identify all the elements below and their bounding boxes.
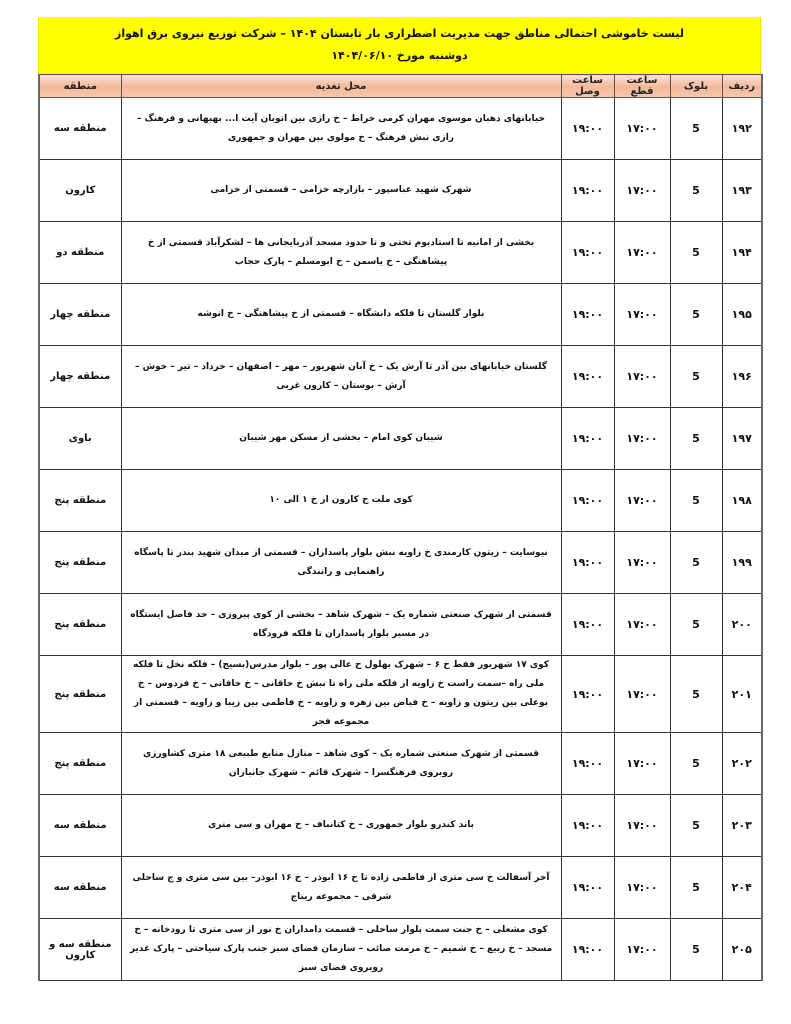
cell-cut-time: ۱۷:۰۰ — [614, 656, 670, 733]
cell-block: 5 — [670, 346, 722, 408]
cell-connect-time: ۱۹:۰۰ — [561, 160, 614, 222]
cell-region: منطقه پنج — [39, 470, 121, 532]
cell-connect-time: ۱۹:۰۰ — [561, 222, 614, 284]
cell-row-no: ۱۹۷ — [722, 408, 762, 470]
cell-cut-time: ۱۷:۰۰ — [614, 470, 670, 532]
cell-cut-time: ۱۷:۰۰ — [614, 284, 670, 346]
cell-connect-time: ۱۹:۰۰ — [561, 795, 614, 857]
cell-connect-time: ۱۹:۰۰ — [561, 594, 614, 656]
page-title: لیست خاموشی احتمالی مناطق جهت مدیریت اضطراری بار تابستان ۱۴۰۴ – شرکت توزیع نیروی برق اهواز — [114, 27, 684, 40]
cell-block: 5 — [670, 795, 722, 857]
cell-connect-time: ۱۹:۰۰ — [561, 733, 614, 795]
cell-region: منطقه پنج — [39, 733, 121, 795]
table-row — [39, 408, 762, 470]
cell-block: 5 — [670, 656, 722, 733]
cell-region: منطقه پنج — [39, 532, 121, 594]
cell-row-no: ۲۰۴ — [722, 857, 762, 919]
cell-feed-location: کوی ۱۷ شهریور فقط خ ۶ – شهرک بهلول خ عالی پور – بلوار مدرس(بسیج) – فلکه نخل تا فلکه ملی راه –سمت راست خ زاویه از فلکه ملی راه تا نبش خ خاقانی – خ خاقانی – خ فردوس – خ بوعلی بین زیتون و زاویه – خ فیاض بین زهره و زاویه – خ فاطمی بین زیبا و زاویه – قسمتی از مجموعه فجر — [121, 656, 561, 733]
cell-connect-time: ۱۹:۰۰ — [561, 532, 614, 594]
cell-block: 5 — [670, 222, 722, 284]
table-row — [39, 857, 762, 919]
cell-block: 5 — [670, 98, 722, 160]
table-row — [39, 795, 762, 857]
page-date: دوشنبه مورخ ۱۴۰۴/۰۶/۱۰ — [331, 49, 468, 62]
cell-cut-time: ۱۷:۰۰ — [614, 594, 670, 656]
cell-block: 5 — [670, 470, 722, 532]
cell-row-no: ۲۰۱ — [722, 656, 762, 733]
cell-cut-time: ۱۷:۰۰ — [614, 795, 670, 857]
cell-feed-location: کوی مشعلی – خ جنت سمت بلوار ساحلی – قسمت دامداران خ نور از سی متری تا رودخانه – خ مسجد – خ ربیع – خ شمیم – خ مرمت صائب – سازمان فضای سبز جنب پارک سیاحتی – پارک غدیر روبروی فضای سبز — [121, 919, 561, 981]
cell-cut-time: ۱۷:۰۰ — [614, 733, 670, 795]
cell-cut-time: ۱۷:۰۰ — [614, 222, 670, 284]
cell-feed-location: خیابانهای دهبان موسوی مهران کرمی خراط – خ رازی بین اتوبان آیت ا... بهبهانی و فرهنگ – رازی نبش فرهنگ – خ مولوی بین مهران و جمهوری — [121, 98, 561, 160]
cell-region: منطقه سه — [39, 857, 121, 919]
cell-cut-time: ۱۷:۰۰ — [614, 346, 670, 408]
cell-connect-time: ۱۹:۰۰ — [561, 346, 614, 408]
cell-feed-location: قسمتی از شهرک صنعتی شماره یک – کوی شاهد – منازل منابع طبیعی ۱۸ متری کشاورزی روبروی فرهنگسرا – شهرک قائم – شهرک جانبازان — [121, 733, 561, 795]
cell-block: 5 — [670, 919, 722, 981]
table-row — [39, 532, 762, 594]
cell-region: کارون — [39, 160, 121, 222]
cell-cut-time: ۱۷:۰۰ — [614, 857, 670, 919]
cell-region: منطقه سه — [39, 98, 121, 160]
cell-feed-location: آخر آسفالت خ سی متری از فاطمی زاده تا خ ۱۶ ابوذر – خ ۱۶ ابوذر– بین سی متری و ج ساحلی شرقی – مجموعه ریتاج — [121, 857, 561, 919]
table-row — [39, 98, 762, 160]
col-header-feed-location: محل تغذیه — [121, 75, 561, 98]
cell-row-no: ۱۹۲ — [722, 98, 762, 160]
cell-connect-time: ۱۹:۰۰ — [561, 98, 614, 160]
cell-row-no: ۱۹۳ — [722, 160, 762, 222]
cell-connect-time: ۱۹:۰۰ — [561, 656, 614, 733]
outage-table — [38, 74, 763, 981]
table-row — [39, 222, 762, 284]
cell-feed-location: شهرک شهید عباسپور – بازارچه خزامی – قسمتی از خزامی — [121, 160, 561, 222]
cell-region: منطقه پنج — [39, 594, 121, 656]
cell-feed-location: گلستان خیابانهای بین آذر تا آرش یک – خ آبان شهریور – مهر – اصفهان – خرداد – تیر – خوش – آرش – بوستان – کارون غربی — [121, 346, 561, 408]
cell-block: 5 — [670, 284, 722, 346]
cell-cut-time: ۱۷:۰۰ — [614, 919, 670, 981]
cell-feed-location: باند کندرو بلوار جمهوری – خ کتانباف – خ مهران و سی متری — [121, 795, 561, 857]
outage-schedule-sheet — [38, 17, 761, 981]
cell-block: 5 — [670, 733, 722, 795]
cell-row-no: ۱۹۹ — [722, 532, 762, 594]
cell-region: منطقه سه و کارون — [39, 919, 121, 981]
cell-cut-time: ۱۷:۰۰ — [614, 408, 670, 470]
cell-row-no: ۱۹۸ — [722, 470, 762, 532]
table-row — [39, 284, 762, 346]
table-row — [39, 733, 762, 795]
cell-region: منطقه چهار — [39, 284, 121, 346]
cell-feed-location: بلوار گلستان تا فلکه دانشگاه – قسمتی از خ پیشاهنگی – خ انوشه — [121, 284, 561, 346]
cell-connect-time: ۱۹:۰۰ — [561, 919, 614, 981]
title-banner — [38, 17, 761, 74]
cell-region: باوی — [39, 408, 121, 470]
cell-row-no: ۱۹۵ — [722, 284, 762, 346]
col-header-region: منطقه — [39, 75, 121, 98]
cell-feed-location: بخشی از امانیه تا استادیوم تختی و تا حدود مسجد آذربایجانی ها – لشکرآباد قسمتی از خ پیشاهنگی – خ یاسمن – خ ابومسلم – پارک حجاب — [121, 222, 561, 284]
cell-row-no: ۱۹۴ — [722, 222, 762, 284]
cell-block: 5 — [670, 857, 722, 919]
table-row — [39, 594, 762, 656]
cell-connect-time: ۱۹:۰۰ — [561, 284, 614, 346]
cell-cut-time: ۱۷:۰۰ — [614, 532, 670, 594]
cell-feed-location: قسمتی از شهرک صنعتی شماره یک – شهرک شاهد – بخشی از کوی پیروزی – حد فاصل ایستگاه در مسیر بلوار پاسداران تا فلکه فرودگاه — [121, 594, 561, 656]
cell-row-no: ۲۰۲ — [722, 733, 762, 795]
table-row — [39, 160, 762, 222]
cell-cut-time: ۱۷:۰۰ — [614, 98, 670, 160]
cell-block: 5 — [670, 532, 722, 594]
cell-row-no: ۲۰۰ — [722, 594, 762, 656]
cell-block: 5 — [670, 408, 722, 470]
cell-row-no: ۲۰۵ — [722, 919, 762, 981]
table-row — [39, 919, 762, 981]
cell-block: 5 — [670, 594, 722, 656]
cell-connect-time: ۱۹:۰۰ — [561, 857, 614, 919]
cell-region: منطقه دو — [39, 222, 121, 284]
cell-row-no: ۱۹۶ — [722, 346, 762, 408]
col-header-cut-time: ساعت قطع — [614, 75, 670, 98]
table-header-row — [39, 75, 762, 98]
table-row — [39, 656, 762, 733]
cell-block: 5 — [670, 160, 722, 222]
table-row — [39, 346, 762, 408]
cell-connect-time: ۱۹:۰۰ — [561, 408, 614, 470]
cell-region: منطقه پنج — [39, 656, 121, 733]
cell-region: منطقه سه — [39, 795, 121, 857]
cell-connect-time: ۱۹:۰۰ — [561, 470, 614, 532]
cell-row-no: ۲۰۳ — [722, 795, 762, 857]
col-header-row-no: ردیف — [722, 75, 762, 98]
table-row — [39, 470, 762, 532]
col-header-block: بلوک — [670, 75, 722, 98]
cell-region: منطقه چهار — [39, 346, 121, 408]
cell-feed-location: نیوسایت – زیتون کارمندی خ زاویه نبش بلوار پاسداران – قسمتی از میدان شهید بندر تا پاسگاه راهنمایی و رانندگی — [121, 532, 561, 594]
cell-cut-time: ۱۷:۰۰ — [614, 160, 670, 222]
col-header-connect-time: ساعت وصل — [561, 75, 614, 98]
cell-feed-location: شیبان کوی امام – بخشی از مسکن مهر شیبان — [121, 408, 561, 470]
cell-feed-location: کوی ملت خ کارون از خ ۱ الی ۱۰ — [121, 470, 561, 532]
